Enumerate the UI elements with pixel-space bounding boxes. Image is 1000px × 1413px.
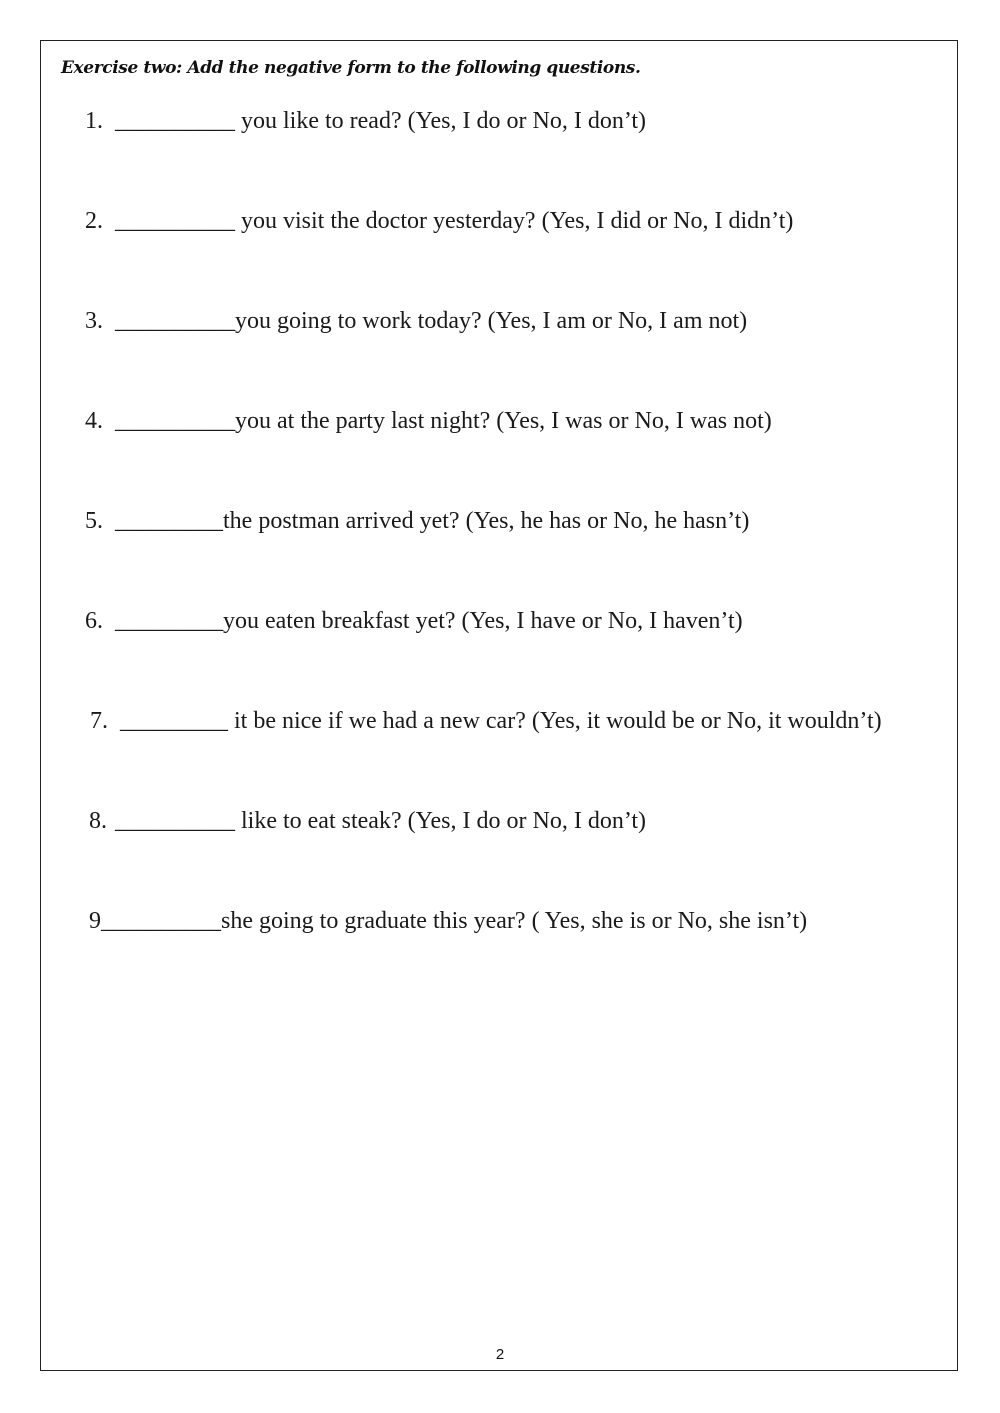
question-text: _________ it be nice if we had a new car? (Yes, it would be or No, it wouldn’t) bbox=[120, 708, 882, 734]
question-3 bbox=[85, 308, 747, 335]
question-8 bbox=[89, 808, 646, 835]
question-text: __________you at the party last night? (Yes, I was or No, I was not) bbox=[115, 408, 772, 434]
exercise-instruction: Exercise two: Add the negative form to the following questions. bbox=[61, 58, 641, 78]
question-number: 3. bbox=[85, 308, 103, 334]
question-number: 4. bbox=[85, 408, 103, 434]
question-text: __________you going to work today? (Yes, I am or No, I am not) bbox=[115, 308, 748, 334]
question-number: 5. bbox=[85, 508, 103, 534]
question-1 bbox=[85, 108, 646, 135]
question-7 bbox=[90, 708, 882, 735]
page-number: 2 bbox=[495, 1346, 505, 1363]
question-text: _________you eaten breakfast yet? (Yes, I have or No, I haven’t) bbox=[115, 608, 743, 634]
question-9 bbox=[89, 908, 807, 935]
question-text: __________ like to eat steak? (Yes, I do or No, I don’t) bbox=[115, 808, 647, 834]
question-5 bbox=[85, 508, 749, 535]
question-text: __________she going to graduate this year? ( Yes, she is or No, she isn’t) bbox=[101, 908, 808, 934]
question-text: _________the postman arrived yet? (Yes, he has or No, he hasn’t) bbox=[115, 508, 750, 534]
question-number: 7. bbox=[90, 708, 108, 734]
question-number: 8. bbox=[89, 808, 107, 834]
question-number: 1. bbox=[85, 108, 103, 134]
question-number: 2. bbox=[85, 208, 103, 234]
question-4 bbox=[85, 408, 772, 435]
question-number: 6. bbox=[85, 608, 103, 634]
question-text: __________ you like to read? (Yes, I do or No, I don’t) bbox=[115, 108, 647, 134]
question-text: __________ you visit the doctor yesterday? (Yes, I did or No, I didn’t) bbox=[115, 208, 794, 234]
page-border bbox=[40, 40, 958, 1371]
question-2 bbox=[85, 208, 793, 235]
question-number: 9 bbox=[89, 908, 101, 934]
question-6 bbox=[85, 608, 743, 635]
